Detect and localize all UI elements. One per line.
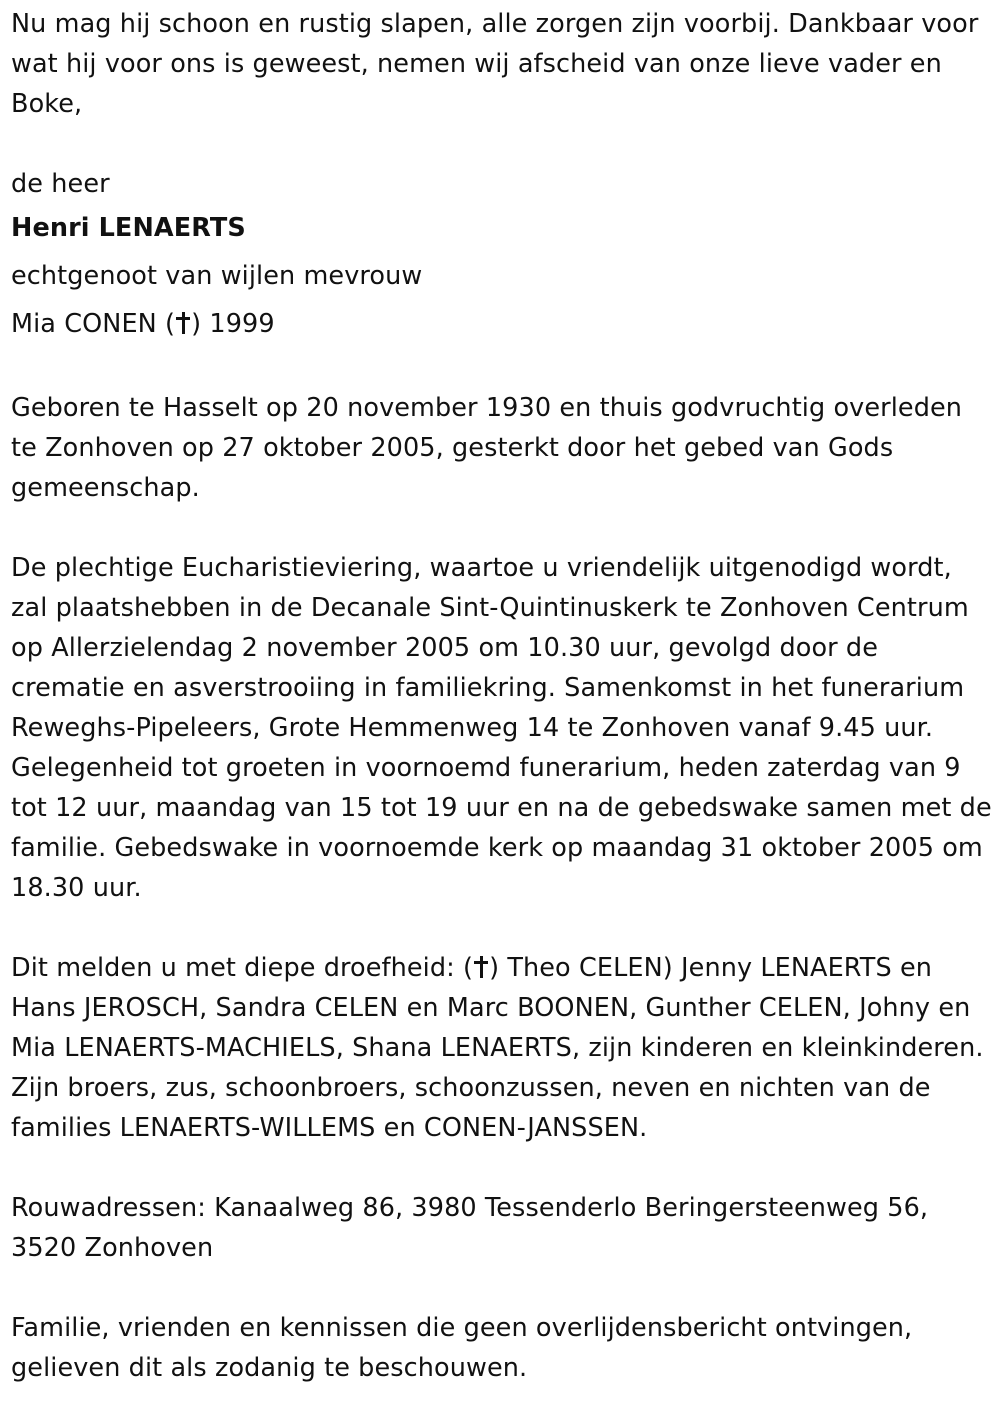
closing-paragraph: Familie, vrienden en kennissen die geen overlijdensbericht ontvingen, gelieven dit als zodanig te beschouwen. [11,1313,913,1383]
intro-paragraph: Nu mag hij schoon en rustig slapen, alle zorgen zijn voorbij. Dankbaar voor wat hij voor ons is geweest, nemen wij afscheid van onze lieve vader en Boke, [11,9,979,119]
family-list: ) Theo CELEN) Jenny LENAERTS en Hans JEROSCH, Sandra CELEN en Marc BOONEN, Gunther CELEN, Johny en Mia LENAERTS-MACHIELS, Shana LENAERTS, zijn kinderen en kleinkinderen. Zijn broers, zus, schoonbroers, schoonzussen, neven en nichten van de families LENAERTS-WILLEMS en CONEN-JANSSEN. [11,953,984,1143]
spacer [11,508,993,548]
addresses-paragraph: Rouwadressen: Kanaalweg 86, 3980 Tessenderlo Beringersteenweg 56, 3520 Zonhoven [11,1193,929,1263]
spacer [11,124,993,164]
spacer [11,348,993,388]
family-paragraph [11,948,993,1148]
ceremony-paragraph: De plechtige Eucharistieviering, waartoe u vriendelijk uitgenodigd wordt, zal plaatshebben in de Decanale Sint-Quintinuskerk te Zonhoven Centrum op Allerzielendag 2 november 2005 om 10.30 uur, gevolgd door de crematie en asverstrooiing in familiekring. Samenkomst in het funerarium Reweghs-Pipeleers, Grote Hemmenweg 14 te Zonhoven vanaf 9.45 uur. Gelegenheid tot groeten in voornoemd funerarium, heden zaterdag van 9 tot 12 uur, maandag van 15 tot 19 uur en na de gebedswake samen met de familie. Gebedswake in voornoemde kerk op maandag 31 oktober 2005 om 18.30 uur. [11,553,992,903]
obituary-notice [11,4,993,1388]
spouse-line [11,300,993,348]
spacer [11,908,993,948]
spouse-name: Mia CONEN ( [11,309,176,339]
birth-death-paragraph: Geboren te Hasselt op 20 november 1930 en thuis godvruchtig overleden te Zonhoven op 27 oktober 2005, gesterkt door het gebed van Gods gemeenschap. [11,393,963,503]
family-prefix: Dit melden u met diepe droefheid: ( [11,953,474,983]
deceased-name: Henri LENAERTS [11,213,246,243]
cross-icon [176,312,190,334]
spouse-prefix: echtgenoot van wijlen mevrouw [11,261,423,291]
cross-icon [474,956,488,978]
salutation: de heer [11,169,110,199]
spacer [11,1268,993,1308]
spouse-year: ) 1999 [191,309,275,339]
spacer [11,1148,993,1188]
